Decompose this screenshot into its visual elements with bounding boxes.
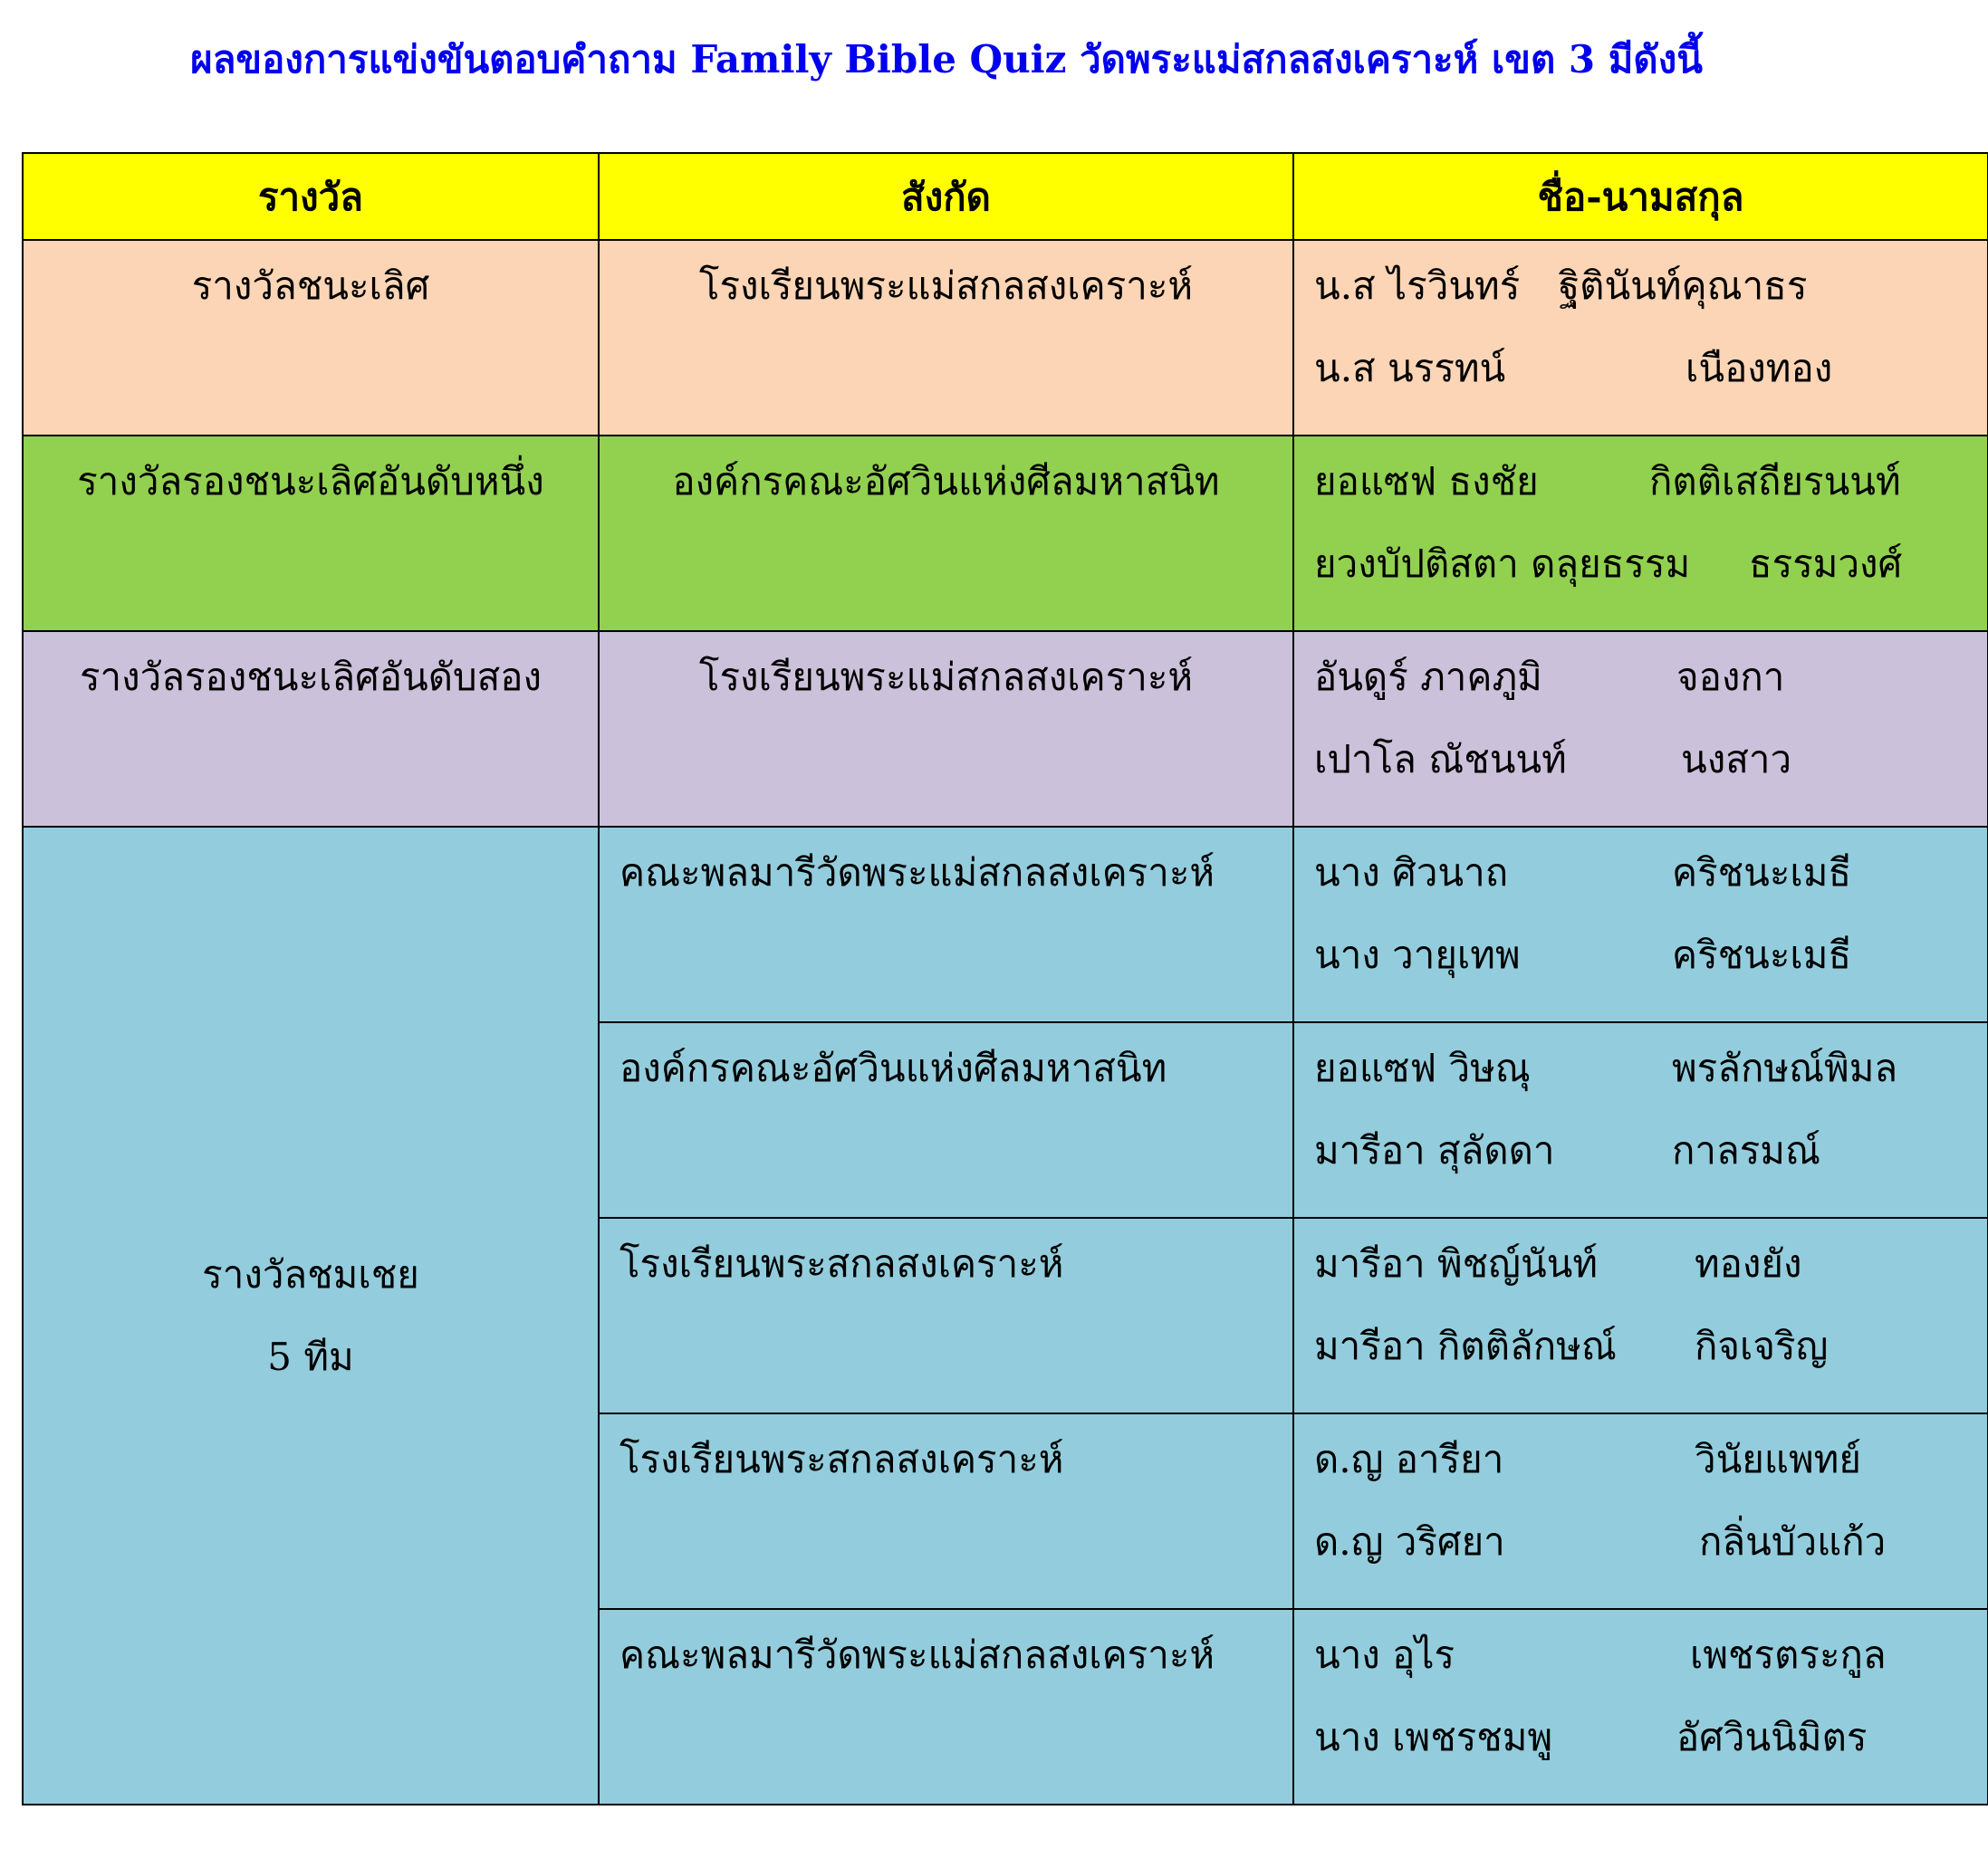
- names-cell: [1293, 1413, 1988, 1609]
- member-given-name: น.ส นรรทน์: [1314, 346, 1506, 390]
- member-family-name: กิจเจริญ: [1695, 1324, 1829, 1368]
- affiliation-cell: โรงเรียนพระแม่สกลสงเคราะห์: [599, 240, 1293, 436]
- names-cell: [1293, 827, 1988, 1022]
- page-title: ผลของการแข่งขันตอบคำถาม Family Bible Quiz วัดพระแม่สกลสงเคราะห์ เขต 3 มีดังนี้: [190, 37, 1703, 81]
- member-given-name: ด.ญ วริศยา: [1314, 1519, 1505, 1564]
- member-family-name: นงสาว: [1681, 737, 1792, 781]
- award-cell-honorable: [23, 827, 599, 1805]
- member-family-name: วินัยแพทย์: [1695, 1437, 1861, 1481]
- affiliation-cell: องค์กรคณะอัศวินแห่งศีลมหาสนิท: [599, 1022, 1293, 1218]
- member-given-name: เปาโล ณัชนนท์: [1314, 737, 1567, 781]
- table-row-honorable: [23, 827, 1988, 1022]
- table-row-second-runner-up: [23, 631, 1988, 827]
- honorable-award-label: รางวัลชมเชย: [202, 1252, 419, 1297]
- names-cell: [1293, 436, 1988, 631]
- affiliation-cell: องค์กรคณะอัศวินแห่งศีลมหาสนิท: [599, 436, 1293, 631]
- affiliation-cell: โรงเรียนพระแม่สกลสงเคราะห์: [599, 631, 1293, 827]
- member-line: [1314, 831, 1987, 914]
- member-given-name: ยอแซฟ วิษณุ: [1314, 1046, 1531, 1090]
- affiliation-cell: คณะพลมารีวัดพระแม่สกลสงเคราะห์: [599, 827, 1293, 1022]
- member-line: [1314, 440, 1987, 522]
- member-given-name: ยวงบัปติสตา ดลุยธรรม: [1314, 541, 1691, 586]
- member-family-name: คริชนะเมธี: [1672, 850, 1852, 895]
- member-line: [1314, 914, 1987, 996]
- award-cell: รางวัลรองชนะเลิศอันดับสอง: [23, 631, 599, 827]
- member-given-name: นาง อุไร: [1314, 1633, 1455, 1677]
- member-given-name: นาง เพชรชมพู: [1314, 1715, 1553, 1759]
- member-family-name: ธรรมวงศ์: [1749, 541, 1903, 586]
- member-given-name: ยอแซฟ ธงชัย: [1314, 459, 1539, 503]
- member-family-name: คริชนะเมธี: [1672, 933, 1852, 977]
- member-line: [1314, 244, 1987, 327]
- member-family-name: จองกา: [1676, 655, 1785, 699]
- member-given-name: น.ส ไรวินทร์: [1314, 263, 1521, 308]
- affiliation-cell: โรงเรียนพระสกลสงเคราะห์: [599, 1218, 1293, 1413]
- member-line: [1314, 1418, 1987, 1500]
- member-family-name: กลิ่นบัวแก้ว: [1699, 1519, 1887, 1564]
- award-cell: รางวัลรองชนะเลิศอันดับหนึ่ง: [23, 436, 599, 631]
- member-given-name: นาง วายุเทพ: [1314, 933, 1521, 977]
- header-award: รางวัล: [23, 153, 599, 240]
- names-cell: [1293, 1609, 1988, 1805]
- results-table: [22, 152, 1988, 1805]
- member-line: [1314, 1305, 1987, 1387]
- member-family-name: อัศวินนิมิตร: [1676, 1715, 1868, 1759]
- member-line: [1314, 1696, 1987, 1778]
- header-name: ชื่อ-นามสกุล: [1293, 153, 1988, 240]
- member-given-name: มารีอา พิชญ์นันท์: [1314, 1241, 1599, 1286]
- member-line: [1314, 1614, 1987, 1696]
- member-line: [1314, 1027, 1987, 1109]
- member-family-name: ฐิตินันท์คุณาธร: [1559, 263, 1808, 308]
- member-given-name: มารีอา กิตติลักษณ์: [1314, 1324, 1617, 1368]
- header-affiliation: สังกัด: [599, 153, 1293, 240]
- table-row-winner: [23, 240, 1988, 436]
- member-family-name: กิตติเสถียรนนท์: [1649, 459, 1901, 503]
- member-line: [1314, 522, 1987, 605]
- names-cell: [1293, 631, 1988, 827]
- award-cell: รางวัลชนะเลิศ: [23, 240, 599, 436]
- affiliation-cell: โรงเรียนพระสกลสงเคราะห์: [599, 1413, 1293, 1609]
- table-row-first-runner-up: [23, 436, 1988, 631]
- member-family-name: เพชรตระกูล: [1690, 1633, 1887, 1677]
- member-line: [1314, 1109, 1987, 1192]
- member-line: [1314, 718, 1987, 800]
- member-line: [1314, 327, 1987, 409]
- member-line: [1314, 636, 1987, 718]
- names-cell: [1293, 1022, 1988, 1218]
- member-family-name: ทองยัง: [1695, 1241, 1802, 1286]
- affiliation-cell: คณะพลมารีวัดพระแม่สกลสงเคราะห์: [599, 1609, 1293, 1805]
- member-given-name: อันดูร์ ภาคภูมิ: [1314, 655, 1542, 699]
- table-header-row: [23, 153, 1988, 240]
- member-given-name: ด.ญ อารียา: [1314, 1437, 1504, 1481]
- names-cell: [1293, 240, 1988, 436]
- honorable-team-count: 5 ทีม: [267, 1335, 354, 1379]
- member-given-name: มารีอา สุลัดดา: [1314, 1128, 1555, 1173]
- member-family-name: พรลักษณ์พิมล: [1672, 1046, 1898, 1090]
- names-cell: [1293, 1218, 1988, 1413]
- member-line: [1314, 1222, 1987, 1305]
- member-line: [1314, 1500, 1987, 1583]
- member-family-name: เนืองทอง: [1685, 346, 1833, 390]
- member-family-name: กาลรมณ์: [1672, 1128, 1820, 1173]
- member-given-name: นาง ศิวนาถ: [1314, 850, 1509, 895]
